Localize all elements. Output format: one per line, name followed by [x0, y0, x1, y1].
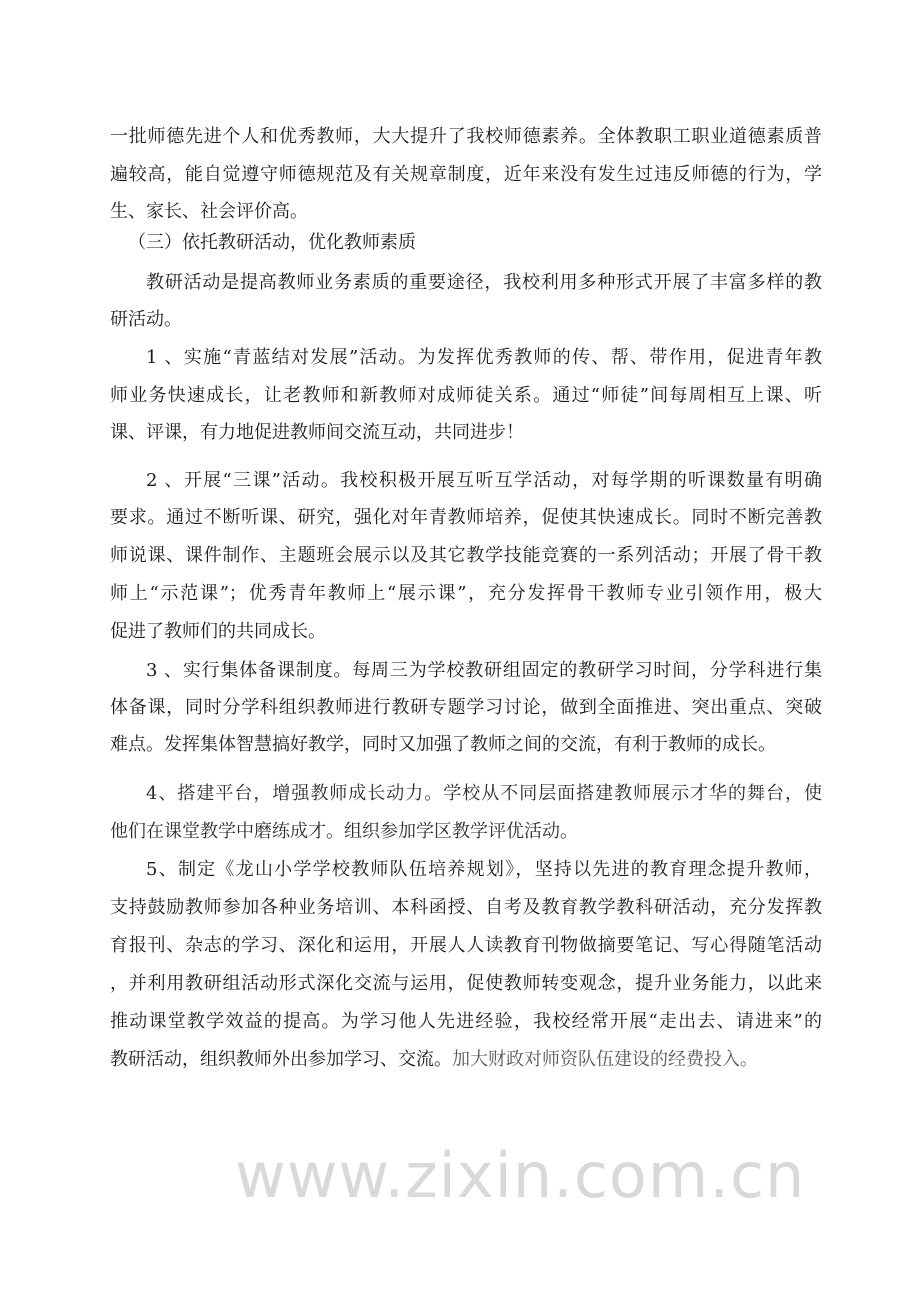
line-text: 一批师德先进个人和优秀教师，大大提升了我校师德素养。全体教职工职业道德素质普: [110, 126, 822, 147]
text-line: [110, 384, 822, 408]
text-line: [110, 620, 822, 644]
text-line: [110, 1010, 822, 1034]
line-text: 师业务快速成长，让老教师和新教师对成师徒关系。通过“师徒”间每周相互上课、听: [110, 385, 822, 406]
line-text: 体备课，同时分学科组织教师进行教研专题学习讨论，做到全面推进、突出重点、突破: [110, 697, 822, 718]
text-line: [110, 696, 822, 720]
line-text: 3 、实行集体备课制度。每周三为学校教研组固定的教研学习时间，分学科进行集: [146, 660, 822, 681]
line-text: 支持鼓励教师参加各种业务培训、本科函授、自考及教育教学教科研活动，充分发挥教: [110, 897, 822, 918]
line-text: 推动课堂教学效益的提高。为学习他人先进经验，我校经常开展“走出去、请进来”的: [110, 1011, 822, 1032]
text-line: [146, 271, 822, 295]
line-text: ，并利用教研组活动形式深化交流与运用，促使教师转变观念，提升业务能力，以此来: [110, 973, 822, 994]
line-text: 难点。发挥集体智慧搞好教学，同时又加强了教师之间的交流，有利于教师的成长。: [110, 734, 776, 755]
line-text: 5、制定《龙山小学学校教师队伍培养规划》，坚持以先进的教育理念提升教师，: [146, 859, 822, 880]
text-line: [110, 820, 822, 844]
line-text: 育报刊、杂志的学习、深化和运用，开展人人读教育刊物做摘要笔记、写心得随笔活动: [110, 935, 822, 956]
text-line: [110, 506, 822, 530]
text-line: [110, 163, 822, 187]
line-text: 遍较高，能自觉遵守师德规范及有关规章制度，近年来没有发生过违反师德的行为，学: [110, 164, 822, 185]
line-text: （三）依托教研活动，优化教师素质: [128, 232, 416, 253]
line-text: 生、家长、社会评价高。: [110, 201, 308, 222]
text-line: [110, 421, 822, 445]
line-text: 教研活动是提高教师业务素质的重要途径，我校利用多种形式开展了丰富多样的教: [146, 272, 822, 293]
line-text: 要求。通过不断听课、研究，强化对年青教师培养，促使其快速成长。同时不断完善教: [110, 507, 822, 528]
text-line: [110, 733, 822, 757]
text-line: [110, 544, 822, 568]
text-line: [110, 308, 822, 332]
line-text: 师上“示范课”；优秀青年教师上“展示课”，充分发挥骨干教师专业引领作用，极大: [110, 583, 822, 604]
watermark: www.zixin.com.cn: [235, 1139, 806, 1212]
text-line: [110, 972, 822, 996]
text-line: [146, 469, 822, 493]
line-text: 2 、开展“三课”活动。我校积极开展互听互学活动，对每学期的听课数量有明确: [146, 470, 822, 491]
text-line: [146, 659, 822, 683]
line-text: 课、评课，有力地促进教师间交流互动，共同进步！: [110, 422, 524, 443]
text-line: [110, 934, 822, 958]
text-line: [110, 125, 822, 149]
line-text: 促进了教师们的共同成长。: [110, 621, 326, 642]
line-text: 研活动。: [110, 309, 182, 330]
text-line: [146, 782, 822, 806]
text-line: [128, 231, 822, 255]
text-line: [146, 858, 822, 882]
line-text-tail: 加大财政对师资队伍建设的经费投入。: [452, 1049, 758, 1070]
text-line: [110, 200, 822, 224]
line-text: 教研活动，组织教师外出参加学习、交流。: [110, 1049, 452, 1070]
text-line: [146, 346, 822, 370]
text-line: [110, 896, 822, 920]
line-text: 4、搭建平台，增强教师成长动力。学校从不同层面搭建教师展示才华的舞台，使: [146, 783, 822, 804]
text-line: [110, 1048, 822, 1072]
text-line: [110, 582, 822, 606]
line-text: 1 、实施“青蓝结对发展”活动。为发挥优秀教师的传、帮、带作用，促进青年教: [146, 347, 822, 368]
line-text: 师说课、课件制作、主题班会展示以及其它教学技能竞赛的一系列活动；开展了骨干教: [110, 545, 822, 566]
line-text: 他们在课堂教学中磨练成才。组织参加学区教学评优活动。: [110, 821, 578, 842]
